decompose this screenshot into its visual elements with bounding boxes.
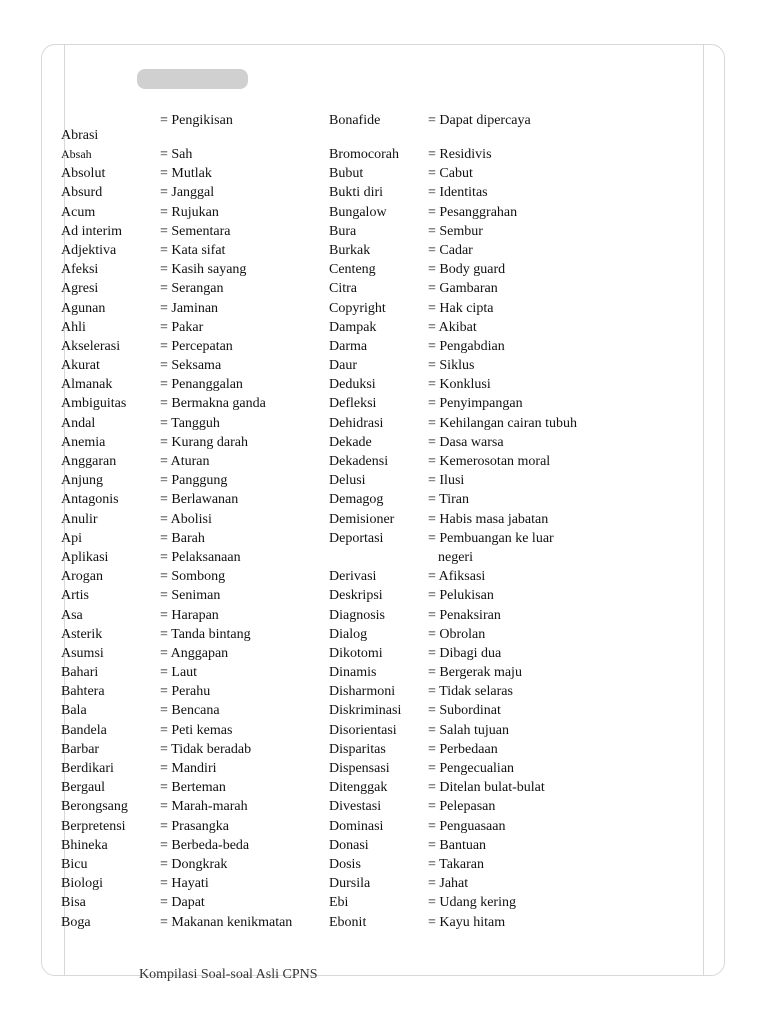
glossary-definition: = Udang kering [428, 895, 516, 911]
glossary-term: Akselerasi [61, 338, 121, 354]
glossary-definition: = Berteman [160, 780, 226, 796]
glossary-definition: = Akibat [428, 319, 477, 335]
glossary-term: Bhineka [61, 837, 108, 853]
glossary-entry [329, 529, 659, 548]
glossary-definition: = Panggung [160, 473, 228, 489]
glossary-entry [329, 318, 659, 337]
glossary-term: Bubut [329, 166, 364, 182]
glossary-entry [329, 721, 659, 740]
glossary-term: Artis [61, 588, 89, 604]
glossary-term: Ditenggak [329, 780, 388, 796]
glossary-entry [329, 337, 659, 356]
glossary-entry [329, 164, 659, 183]
glossary-entry [329, 452, 659, 471]
glossary-definition: = Anggapan [160, 645, 229, 661]
glossary-term: Bala [61, 703, 87, 719]
glossary-term: Antagonis [61, 492, 119, 508]
glossary-term: Bahari [61, 665, 99, 681]
glossary-definition: = Tangguh [160, 415, 220, 431]
glossary-term: Berpretensi [61, 818, 126, 834]
glossary-term: Centeng [329, 262, 376, 278]
glossary-entry [329, 111, 659, 145]
glossary-definition: = Dibagi dua [428, 645, 502, 661]
glossary-term: Bura [329, 223, 357, 239]
glossary-term: Disorientasi [329, 722, 397, 738]
glossary-definition: = Jaminan [160, 300, 219, 316]
glossary-definition: = Bantuan [428, 837, 487, 853]
glossary-term: Dispensasi [329, 761, 390, 776]
glossary-definition: = Dapat [160, 895, 205, 911]
glossary-term: Disparitas [329, 741, 386, 757]
glossary-definition: = Perbedaan [428, 741, 498, 757]
glossary-column-right [329, 111, 659, 932]
glossary-entry [329, 682, 659, 701]
glossary-entry [329, 548, 659, 567]
glossary-entry [329, 375, 659, 394]
glossary-entry [329, 625, 659, 644]
glossary-definition: = Penaksiran [428, 607, 501, 623]
page-footer: Kompilasi Soal-soal Asli CPNS [139, 967, 318, 982]
glossary-definition: = Marah-marah [160, 799, 248, 815]
glossary-term: Afeksi [61, 262, 99, 278]
glossary-term: Boga [61, 914, 91, 930]
glossary-term: Bicu [61, 856, 88, 872]
glossary-entry [329, 663, 659, 682]
glossary-term: Absurd [61, 185, 103, 201]
glossary-definition: = Tidak beradab [160, 741, 252, 757]
glossary-definition: = Sementara [160, 223, 231, 239]
glossary-term: Copyright [329, 300, 386, 316]
glossary-term: Deportasi [329, 530, 384, 546]
glossary-definition: = Dongkrak [160, 856, 228, 872]
glossary-entry [329, 778, 659, 797]
glossary-term: Dialog [329, 626, 368, 642]
glossary-term: Akurat [61, 358, 100, 374]
glossary-entry [329, 817, 659, 836]
glossary-term: Delusi [329, 473, 366, 489]
glossary-term: Dikotomi [329, 645, 383, 661]
glossary-entry [329, 471, 659, 490]
glossary-definition: = Kayu hitam [428, 914, 506, 930]
glossary-entry [329, 874, 659, 893]
glossary-term: Aplikasi [61, 549, 109, 565]
glossary-definition: = Pelukisan [428, 588, 494, 604]
glossary-definition: = Gambaran [428, 281, 498, 297]
glossary-term: Ebi [329, 895, 349, 911]
glossary-definition: = Tidak selaras [428, 684, 513, 700]
glossary-term: Anemia [61, 434, 106, 450]
glossary-entry [329, 644, 659, 663]
glossary-entry [329, 855, 659, 874]
glossary-term: Burkak [329, 242, 371, 258]
glossary-definition: = Body guard [428, 262, 506, 278]
glossary-term: Dekadensi [329, 454, 389, 469]
glossary-definition: = Pengikisan [160, 113, 233, 128]
glossary-definition: = Barah [160, 530, 205, 546]
glossary-definition: = Abolisi [160, 511, 212, 527]
glossary-definition: = Obrolan [428, 626, 486, 642]
glossary-term: Api [61, 530, 82, 546]
glossary-term: Acum [61, 204, 96, 220]
glossary-definition: = Salah tujuan [428, 722, 509, 738]
glossary-definition: = Dapat dipercaya [428, 113, 531, 128]
glossary-term: Divestasi [329, 799, 382, 815]
glossary-term: Ebonit [329, 914, 367, 930]
glossary-term: Bukti diri [329, 185, 384, 201]
glossary-term: Anjung [61, 473, 103, 489]
glossary-definition: = Sah [160, 147, 193, 162]
glossary-entry [329, 260, 659, 279]
glossary-definition: = Laut [160, 665, 198, 681]
glossary-definition: = Pesanggrahan [428, 204, 518, 220]
glossary-term: Asterik [61, 626, 103, 642]
glossary-definition: = Takaran [428, 856, 485, 872]
glossary-definition: = Janggal [160, 185, 215, 201]
glossary-entry [329, 183, 659, 202]
glossary-definition: = Berbeda-beda [160, 837, 250, 853]
glossary-entry [329, 740, 659, 759]
glossary-definition: = Berlawanan [160, 492, 239, 508]
glossary-definition: = Kasih sayang [160, 262, 247, 278]
glossary-entry [329, 241, 659, 260]
glossary-entry [329, 414, 659, 433]
glossary-term: Abrasi [61, 128, 99, 143]
glossary-entry [329, 279, 659, 298]
glossary-term: Bandela [61, 722, 107, 738]
glossary-term: Dominasi [329, 818, 384, 834]
glossary-term: Darma [329, 338, 368, 354]
glossary-definition: = Afiksasi [428, 569, 486, 585]
glossary-term: Donasi [329, 837, 369, 853]
glossary-definition: = Bermakna ganda [160, 396, 266, 412]
glossary-definition: = Makanan kenikmatan [160, 914, 293, 930]
glossary-term: Barbar [61, 741, 100, 757]
glossary-definition: = Penguasaan [428, 818, 506, 834]
glossary-definition: = Ilusi [428, 473, 465, 489]
glossary-entry [329, 567, 659, 586]
glossary-definition: = Penyimpangan [428, 396, 523, 412]
glossary-definition: = Seniman [160, 588, 221, 604]
glossary-term: Ahli [61, 319, 86, 335]
glossary-definition: = Kehilangan cairan tubuh [428, 415, 578, 431]
glossary-definition: = Ditelan bulat-bulat [428, 780, 545, 796]
glossary-entry [329, 299, 659, 318]
glossary-term: Disharmoni [329, 684, 396, 700]
glossary-definition: negeri [438, 549, 473, 565]
glossary-definition: = Pelaksanaan [160, 549, 241, 565]
glossary-term: Daur [329, 358, 357, 374]
glossary-term: Diskriminasi [329, 703, 402, 719]
glossary-definition: = Pengecualian [428, 761, 515, 776]
glossary-entry [329, 433, 659, 452]
glossary-definition: = Cadar [428, 242, 473, 258]
glossary-definition: = Penanggalan [160, 377, 243, 393]
glossary-term: Dehidrasi [329, 415, 384, 431]
glossary-term: Asa [61, 607, 83, 623]
glossary-term: Absolut [61, 166, 106, 182]
glossary-term: Bonafide [329, 113, 381, 128]
glossary-definition: = Subordinat [428, 703, 501, 719]
glossary-term: Anggaran [61, 454, 117, 469]
glossary-definition: = Tiran [428, 492, 469, 508]
glossary-term: Dekade [329, 434, 372, 450]
glossary-entry [329, 356, 659, 375]
glossary-term: Dampak [329, 319, 377, 335]
glossary-definition: = Identitas [428, 185, 488, 201]
glossary-definition: = Bergerak maju [428, 665, 522, 681]
glossary-term: Demisioner [329, 511, 395, 527]
glossary-entry [329, 606, 659, 625]
glossary-definition: = Siklus [428, 358, 475, 374]
glossary-definition: = Pengabdian [428, 338, 505, 354]
glossary-term: Dinamis [329, 665, 377, 681]
glossary-term: Deskripsi [329, 588, 383, 604]
glossary-term: Arogan [61, 569, 103, 585]
glossary-definition: = Aturan [160, 454, 210, 469]
glossary-term: Berdikari [61, 761, 114, 776]
glossary-term: Bromocorah [329, 147, 399, 162]
glossary-entry [329, 222, 659, 241]
glossary-definition: = Prasangka [160, 818, 229, 834]
glossary-term: Berongsang [61, 799, 128, 815]
glossary-definition: = Mandiri [160, 761, 217, 776]
glossary-term: Derivasi [329, 569, 377, 585]
glossary-definition: = Pembuangan ke luar [428, 530, 554, 546]
glossary-term: Dosis [329, 856, 361, 872]
glossary-term: Bisa [61, 895, 86, 911]
glossary-definition: = Percepatan [160, 338, 233, 354]
glossary-term: Dursila [329, 876, 371, 892]
glossary-definition: = Jahat [428, 876, 469, 892]
glossary-definition: = Kurang darah [160, 434, 248, 450]
glossary-term: Andal [61, 415, 96, 431]
glossary-term: Agresi [61, 281, 99, 297]
glossary-definition: = Residivis [428, 147, 492, 162]
glossary-entry [329, 759, 659, 778]
glossary-entry [329, 145, 659, 164]
glossary-term: Bungalow [329, 204, 387, 220]
glossary-definition: = Sombong [160, 569, 226, 585]
glossary-term: Ad interim [61, 223, 123, 239]
glossary-definition: = Seksama [160, 358, 222, 374]
glossary-definition: = Rujukan [160, 204, 219, 220]
glossary-term: Biologi [61, 876, 104, 892]
glossary-definition: = Mutlak [160, 166, 212, 182]
glossary-definition: = Harapan [160, 607, 219, 623]
glossary-term: Deduksi [329, 377, 376, 393]
glossary-definition: = Bencana [160, 703, 220, 719]
glossary-term: Demagog [329, 492, 384, 508]
glossary-definition: = Kemerosotan moral [428, 454, 551, 469]
glossary-entry [329, 394, 659, 413]
glossary-entry [329, 490, 659, 509]
glossary-term: Defleksi [329, 396, 377, 412]
glossary-entry [329, 797, 659, 816]
glossary-entry [329, 893, 659, 912]
glossary-definition: = Pelepasan [428, 799, 496, 815]
glossary-definition: = Konklusi [428, 377, 491, 393]
glossary-term: Anulir [61, 511, 98, 527]
glossary-definition: = Perahu [160, 684, 211, 700]
glossary-entry [329, 913, 659, 932]
glossary-definition: = Sembur [428, 223, 483, 239]
glossary-term: Almanak [61, 377, 113, 393]
glossary-definition: = Tanda bintang [160, 626, 251, 642]
glossary-term: Absah [61, 147, 92, 161]
glossary-term: Citra [329, 281, 357, 297]
glossary-definition: = Cabut [428, 166, 473, 182]
glossary-definition: = Pakar [160, 319, 204, 335]
glossary-definition: = Hak cipta [428, 300, 494, 316]
glossary-definition: = Dasa warsa [428, 434, 504, 450]
glossary-entry [329, 586, 659, 605]
glossary-entry [329, 701, 659, 720]
header-tab-placeholder [137, 69, 248, 89]
glossary-entry [329, 203, 659, 222]
glossary-entry [329, 510, 659, 529]
glossary-term: Agunan [61, 300, 106, 316]
glossary-term: Bergaul [61, 780, 106, 796]
glossary-definition: = Peti kemas [160, 722, 233, 738]
glossary-definition: = Habis masa jabatan [428, 511, 549, 527]
glossary-definition: = Kata sifat [160, 242, 226, 258]
glossary-term: Diagnosis [329, 607, 385, 623]
glossary-term: Asumsi [61, 645, 104, 661]
glossary-entry [329, 836, 659, 855]
glossary-definition: = Hayati [160, 876, 209, 892]
glossary-definition: = Serangan [160, 281, 224, 297]
glossary-term: Adjektiva [61, 242, 117, 258]
glossary-term: Bahtera [61, 684, 105, 700]
glossary-term: Ambiguitas [61, 396, 127, 412]
